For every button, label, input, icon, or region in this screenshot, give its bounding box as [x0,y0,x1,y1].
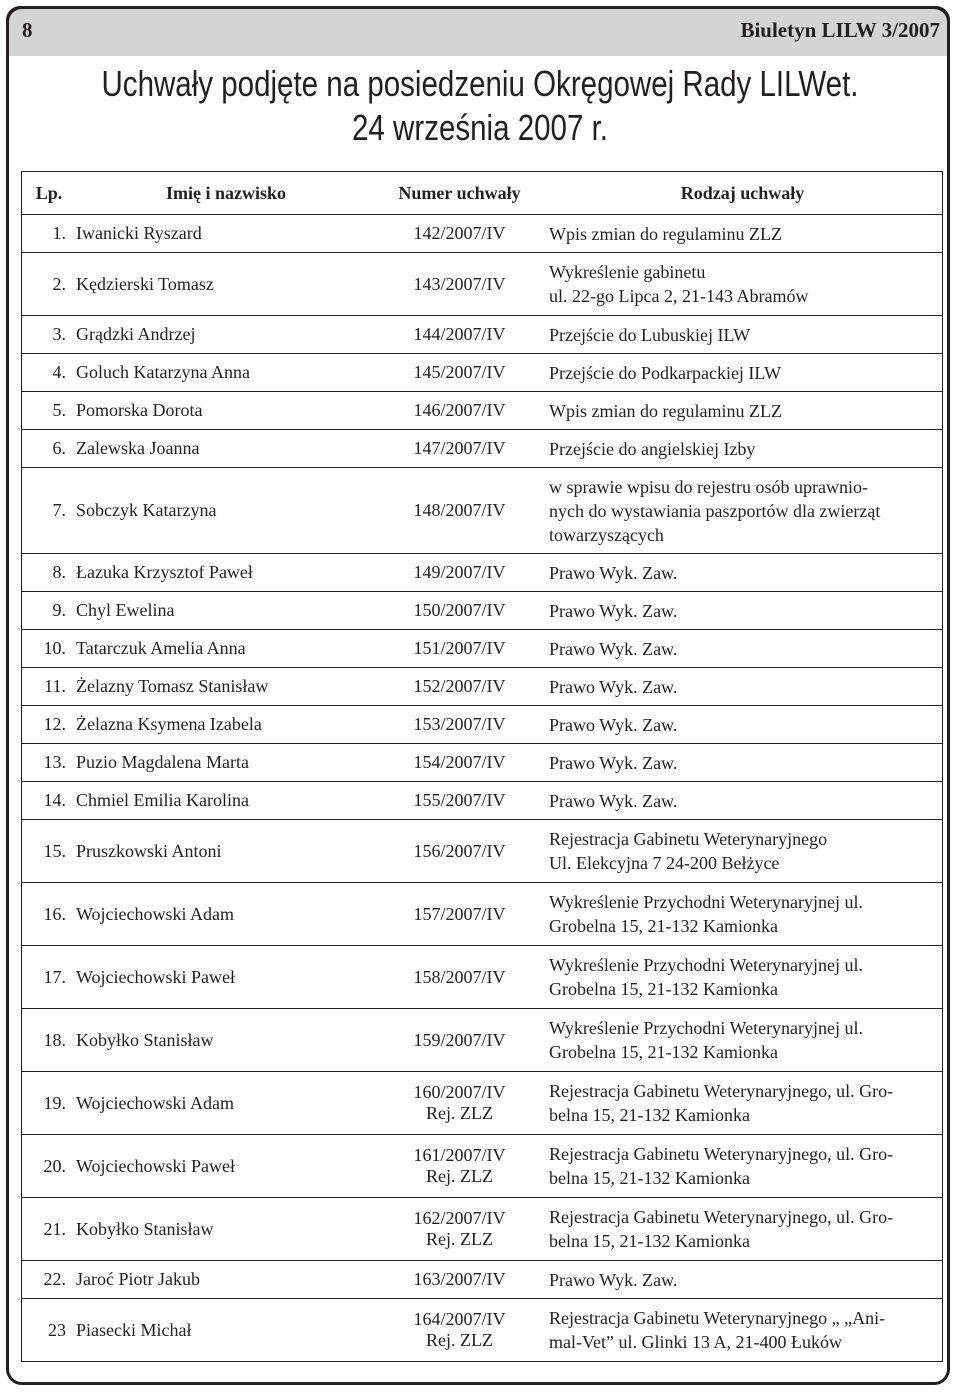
table-row [22,1135,943,1198]
row-number-line: 148/2007/IV [413,500,506,520]
column-header-number: Numer uchwały [376,172,543,215]
row-type [543,1135,943,1198]
row-number-line: 163/2007/IV [413,1269,506,1289]
row-number-line: 146/2007/IV [413,400,506,420]
table-row [22,883,943,946]
row-lp: 4. [22,354,77,392]
table-row [22,1072,943,1135]
row-name: Pruszkowski Antoni [76,820,376,883]
row-lp: 21. [22,1198,77,1261]
row-lp: 18. [22,1009,77,1072]
row-number [376,1135,543,1198]
table-row [22,1198,943,1261]
row-number-line: 143/2007/IV [413,273,506,294]
row-lp: 2. [22,253,77,316]
row-type [543,946,943,1009]
row-number-line: 156/2007/IV [413,840,506,861]
row-number [376,630,543,668]
row-type-line: Grobelna 15, 21-132 Kamionka [549,916,778,936]
row-type-line: Prawo Wyk. Zaw. [549,676,678,697]
row-type-line: Wpis zmian do regulaminu ZLZ [549,400,782,421]
row-lp: 11. [22,668,77,706]
table-row [22,215,943,253]
row-lp: 7. [22,468,77,554]
row-number [376,592,543,630]
row-number [376,1299,543,1362]
row-name: Wojciechowski Adam [76,1072,376,1135]
table-row [22,782,943,820]
row-type [543,782,943,820]
row-name: Piasecki Michał [76,1299,376,1362]
row-number-line: 147/2007/IV [413,438,506,458]
column-header-type: Rodzaj uchwały [543,172,943,215]
row-name: Wojciechowski Adam [76,883,376,946]
row-number [376,782,543,820]
bulletin-title: Biuletyn LILW 3/2007 [740,18,940,42]
row-type-line: belna 15, 21-132 Kamionka [549,1105,750,1125]
row-number [376,1261,543,1299]
row-lp: 12. [22,706,77,744]
row-type [543,354,943,392]
row-type [543,253,943,316]
row-number [376,1009,543,1072]
row-number [376,1072,543,1135]
table-row [22,1299,943,1362]
row-lp: 15. [22,820,77,883]
row-type [543,883,943,946]
row-number-line: Rej. ZLZ [426,1103,493,1123]
table-row [22,253,943,316]
column-header-lp: Lp. [22,172,77,215]
row-name: Chyl Ewelina [76,592,376,630]
row-number [376,706,543,744]
row-number [376,820,543,883]
row-name: Tatarczuk Amelia Anna [76,630,376,668]
row-number-line: 155/2007/IV [413,790,506,810]
row-type [543,1299,943,1362]
row-number-line: 157/2007/IV [413,903,506,924]
table-row [22,430,943,468]
row-type-line: Prawo Wyk. Zaw. [549,562,678,583]
document-title: Uchwały podjęte na posiedzeniu Okręgowej Rady LILWet. [101,63,859,104]
table-row [22,592,943,630]
row-type [543,820,943,883]
table-row [22,354,943,392]
column-header-name: Imię i nazwisko [76,172,376,215]
row-name: Goluch Katarzyna Anna [76,354,376,392]
table-header-row [22,172,943,215]
row-lp: 14. [22,782,77,820]
row-number-line: 161/2007/IV [413,1145,506,1165]
row-number-line: Rej. ZLZ [426,1330,493,1350]
row-name: Zalewska Joanna [76,430,376,468]
row-lp: 16. [22,883,77,946]
row-type [543,706,943,744]
table-row [22,820,943,883]
row-type-line: Wykreślenie gabinetu [549,262,706,282]
row-type-line: Prawo Wyk. Zaw. [549,714,678,735]
row-name: Iwanicki Ryszard [76,215,376,253]
row-number-line: 153/2007/IV [413,714,506,734]
row-name: Kobyłko Stanisław [76,1009,376,1072]
row-type-line: Rejestracja Gabinetu Weterynaryjnego „ „Ani- [549,1308,886,1328]
row-number [376,668,543,706]
table-row [22,630,943,668]
row-type-line: w sprawie wpisu do rejestru osób uprawnio- [549,476,868,497]
row-type-line: Prawo Wyk. Zaw. [549,752,678,773]
resolutions-table [21,171,943,1362]
row-type [543,630,943,668]
row-number [376,1198,543,1261]
row-type-line: Rejestracja Gabinetu Weterynaryjnego, ul. Gro- [549,1207,894,1227]
row-type-line: towarzyszących [549,524,664,545]
row-type [543,554,943,592]
row-type-line: nych do wystawiania paszportów dla zwierząt [549,500,881,521]
row-type [543,1261,943,1299]
row-type [543,1198,943,1261]
row-type-line: ul. 22-go Lipca 2, 21-143 Abramów [549,286,809,306]
row-type-line: Przejście do angielskiej Izby [549,438,756,459]
row-lp: 1. [22,215,77,253]
row-name: Pomorska Dorota [76,392,376,430]
row-type-line: belna 15, 21-132 Kamionka [549,1231,750,1251]
row-type [543,316,943,354]
row-number [376,316,543,354]
row-number-line: 142/2007/IV [413,223,506,243]
row-type-line: Grobelna 15, 21-132 Kamionka [549,1042,778,1062]
table-row [22,316,943,354]
row-type [543,1072,943,1135]
table-row [22,468,943,554]
row-type [543,1009,943,1072]
row-number [376,430,543,468]
row-lp: 6. [22,430,77,468]
row-number [376,392,543,430]
row-number [376,468,543,554]
row-type-line: Rejestracja Gabinetu Weterynaryjnego [549,829,828,849]
row-lp: 23 [22,1299,77,1362]
row-type [543,744,943,782]
row-lp: 13. [22,744,77,782]
row-name: Sobczyk Katarzyna [76,468,376,554]
row-type-line: Wykreślenie Przychodni Weterynaryjnej ul. [549,1018,864,1038]
row-number [376,946,543,1009]
row-number [376,744,543,782]
row-number-line: 145/2007/IV [413,362,506,382]
row-number [376,253,543,316]
row-lp: 3. [22,316,77,354]
row-type [543,592,943,630]
row-lp: 10. [22,630,77,668]
row-lp: 8. [22,554,77,592]
row-number [376,354,543,392]
row-type [543,430,943,468]
table-row [22,392,943,430]
row-type [543,392,943,430]
row-type-line: Prawo Wyk. Zaw. [549,1269,678,1290]
row-lp: 9. [22,592,77,630]
row-type-line: Grobelna 15, 21-132 Kamionka [549,979,778,999]
table-row [22,706,943,744]
row-name: Kobyłko Stanisław [76,1198,376,1261]
table-row [22,744,943,782]
row-name: Kędzierski Tomasz [76,253,376,316]
row-lp: 20. [22,1135,77,1198]
row-number-line: 151/2007/IV [413,638,506,658]
row-type-line: Przejście do Lubuskiej ILW [549,324,751,345]
row-name: Wojciechowski Paweł [76,946,376,1009]
row-type-line: Rejestracja Gabinetu Weterynaryjnego, ul. Gro- [549,1081,894,1101]
row-name: Chmiel Emilia Karolina [76,782,376,820]
row-name: Łazuka Krzysztof Paweł [76,554,376,592]
row-type-line: Ul. Elekcyjna 7 24-200 Bełżyce [549,853,780,873]
row-number-line: 158/2007/IV [413,966,506,987]
row-name: Żelazny Tomasz Stanisław [76,668,376,706]
row-name: Żelazna Ksymena Izabela [76,706,376,744]
table-body [22,215,943,1362]
row-number-line: 152/2007/IV [413,676,506,696]
row-number-line: 164/2007/IV [413,1309,506,1329]
row-number-line: Rej. ZLZ [426,1229,493,1249]
row-lp: 17. [22,946,77,1009]
row-type [543,215,943,253]
row-number-line: 144/2007/IV [413,324,506,344]
row-name: Puzio Magdalena Marta [76,744,376,782]
row-type-line: Rejestracja Gabinetu Weterynaryjnego, ul. Gro- [549,1144,894,1164]
document-date: 24 września 2007 r. [352,107,608,148]
row-number-line: 149/2007/IV [413,562,506,582]
table-row [22,1009,943,1072]
row-number [376,883,543,946]
row-number-line: Rej. ZLZ [426,1166,493,1186]
row-lp: 19. [22,1072,77,1135]
page-number: 8 [22,18,33,42]
row-name: Wojciechowski Paweł [76,1135,376,1198]
row-type-line: Wykreślenie Przychodni Weterynaryjnej ul. [549,955,864,975]
row-type [543,468,943,554]
table-row [22,554,943,592]
row-type-line: Prawo Wyk. Zaw. [549,638,678,659]
row-name: Jaroć Piotr Jakub [76,1261,376,1299]
row-type-line: belna 15, 21-132 Kamionka [549,1168,750,1188]
row-number-line: 162/2007/IV [413,1208,506,1228]
row-type-line: Prawo Wyk. Zaw. [549,600,678,621]
row-number-line: 159/2007/IV [413,1029,506,1050]
row-type-line: Wykreślenie Przychodni Weterynaryjnej ul. [549,892,864,912]
row-type-line: Przejście do Podkarpackiej ILW [549,362,782,383]
row-type-line: Wpis zmian do regulaminu ZLZ [549,223,782,244]
row-type [543,668,943,706]
row-lp: 22. [22,1261,77,1299]
row-number-line: 160/2007/IV [413,1082,506,1102]
table-row [22,668,943,706]
row-number-line: 150/2007/IV [413,600,506,620]
row-number [376,554,543,592]
row-number [376,215,543,253]
row-type-line: mal-Vet” ul. Glinki 13 A, 21-400 Łuków [549,1332,842,1352]
row-number-line: 154/2007/IV [413,752,506,772]
row-name: Grądzki Andrzej [76,316,376,354]
table-row [22,1261,943,1299]
row-lp: 5. [22,392,77,430]
row-type-line: Prawo Wyk. Zaw. [549,790,678,811]
table-row [22,946,943,1009]
